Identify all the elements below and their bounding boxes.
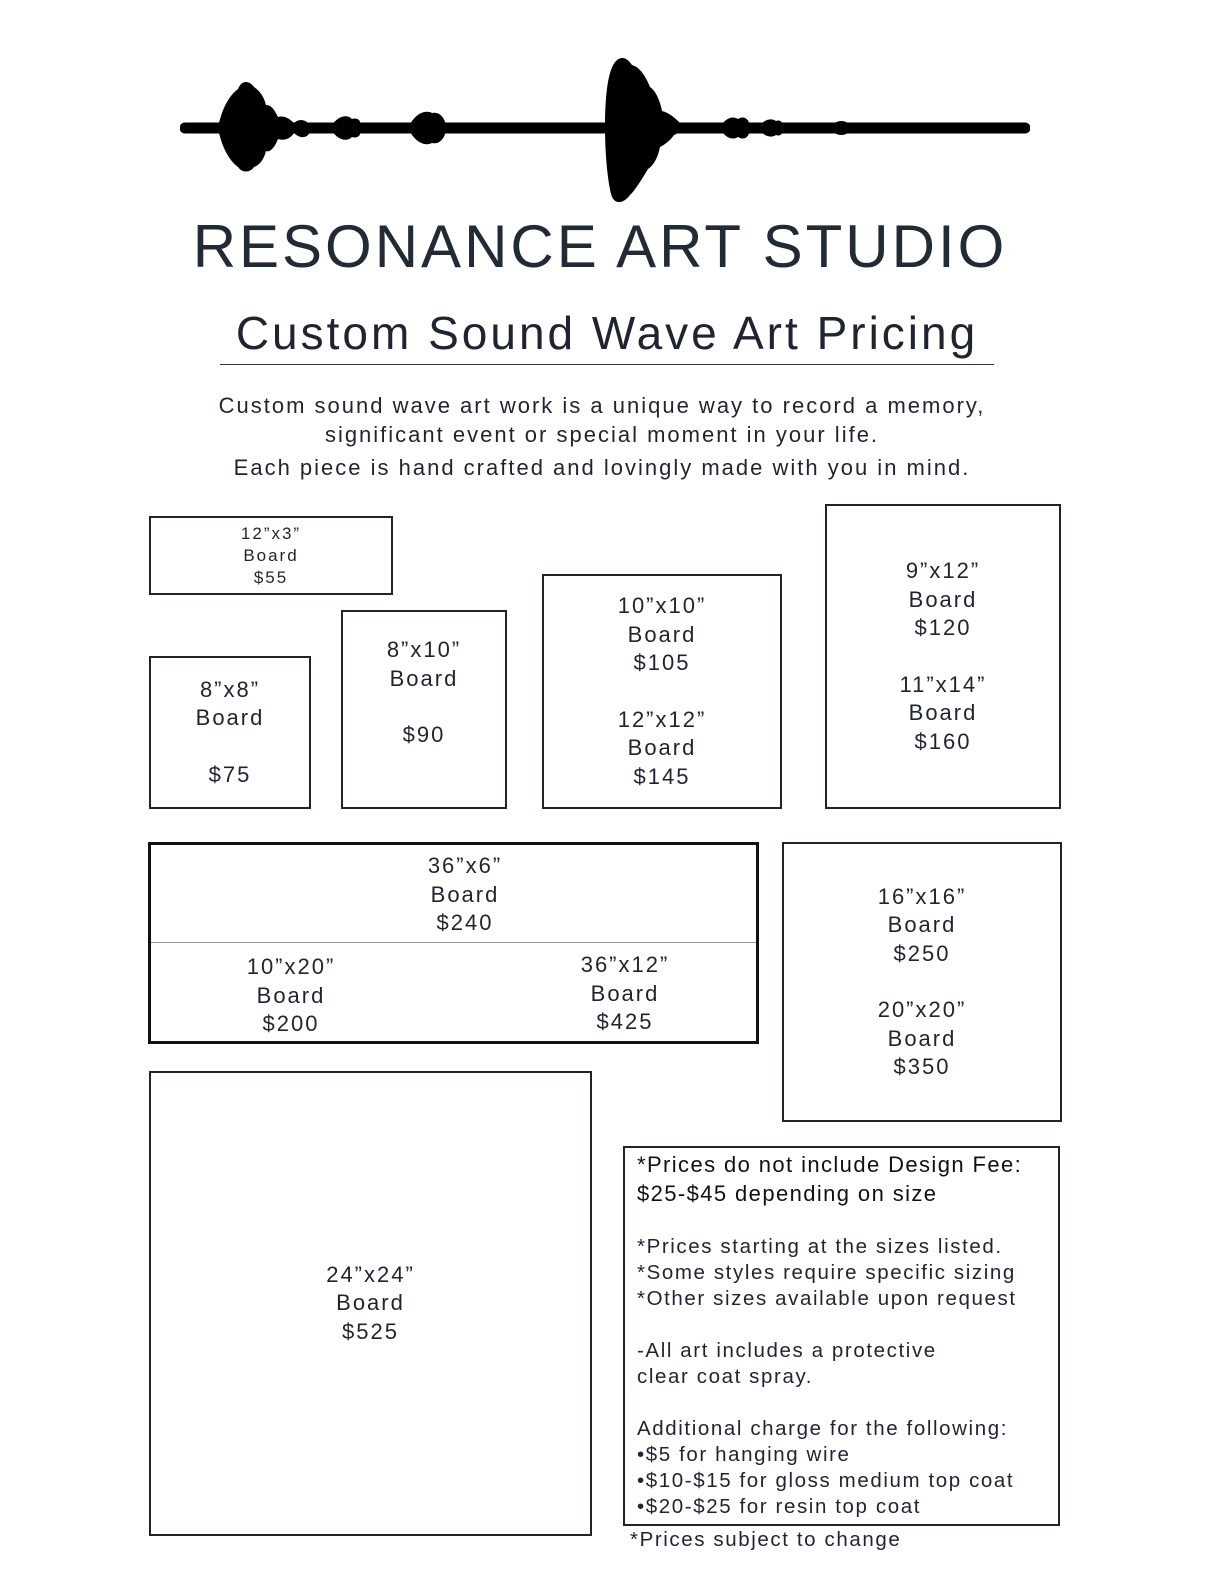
board-size: 36”x12” (580, 952, 670, 977)
board-12x3-card (149, 516, 393, 595)
board-price: $75 (208, 761, 252, 787)
board-size: 20”x20” (877, 997, 967, 1022)
board-price: $350 (893, 1054, 951, 1079)
note-1: *Prices starting at the sizes listed. (637, 1235, 1003, 1258)
sound-wave-logo (180, 55, 1030, 210)
coat-line-1: -All art includes a protective (637, 1339, 937, 1362)
coat-line-2: clear coat spray. (637, 1365, 814, 1388)
additional-header: Additional charge for the following: (637, 1417, 1008, 1440)
board-size: 36”x6” (427, 853, 503, 878)
board-price: $240 (436, 910, 494, 935)
board-size: 9”x12” (905, 558, 981, 583)
intro-line-2: significant event or special moment in your life. (324, 422, 880, 447)
page-title: Custom Sound Wave Art Pricing (220, 306, 994, 365)
intro-line-3: Each piece is hand crafted and lovingly made with you in mind. (233, 455, 971, 480)
board-size: 16”x16” (877, 883, 967, 909)
board-price: $525 (342, 1318, 399, 1344)
board-label: Board (590, 980, 660, 1006)
design-fee-line-2: $25-$45 depending on size (637, 1181, 938, 1206)
board-price: $160 (914, 728, 972, 754)
board-label: Board (627, 735, 697, 760)
pricing-notes (623, 1146, 1060, 1526)
board-label: Board (908, 586, 978, 612)
intro-line-1: Custom sound wave art work is a unique way to record a memory, (218, 393, 986, 418)
board-10x20 (226, 953, 356, 1039)
board-price: $120 (914, 615, 972, 640)
board-8x10-card (341, 610, 507, 809)
board-36x6 (400, 852, 530, 938)
board-price: $425 (596, 1009, 654, 1034)
studio-name: RESONANCE ART STUDIO (192, 213, 1008, 280)
note-2: *Some styles require specific sizing (637, 1261, 1016, 1284)
extra-1: •$5 for hanging wire (637, 1443, 851, 1466)
board-size: 24”x24” (326, 1261, 415, 1287)
board-8x8-card (149, 656, 311, 809)
board-9x12-11x14-card (825, 504, 1061, 809)
board-price: $250 (893, 940, 951, 966)
board-size: 8”x10” (386, 637, 462, 662)
board-label: Board (887, 912, 957, 937)
board-size: 8”x8” (199, 676, 261, 702)
board-size: 12”x12” (617, 706, 707, 732)
board-label: Board (243, 545, 299, 565)
board-label: Board (887, 1025, 957, 1051)
board-size: 10”x10” (617, 593, 707, 618)
board-10x10-12x12-card (542, 574, 782, 809)
board-price: $200 (262, 1011, 320, 1036)
board-24x24-card (149, 1071, 592, 1536)
board-label: Board (627, 621, 697, 647)
board-size: 12”x3” (240, 523, 302, 543)
board-label: Board (256, 982, 326, 1008)
board-label: Board (195, 705, 265, 731)
board-price: $55 (253, 567, 289, 587)
board-36x12 (560, 951, 690, 1037)
design-fee-line-1: *Prices do not include Design Fee: (637, 1152, 1023, 1177)
board-label: Board (908, 700, 978, 725)
extra-3: •$20-$25 for resin top coat (637, 1495, 921, 1518)
extra-2: •$10-$15 for gloss medium top coat (637, 1469, 1015, 1492)
board-size: 11”x14” (899, 671, 987, 697)
divider (151, 942, 756, 943)
board-label: Board (389, 665, 459, 691)
board-price: $105 (633, 650, 691, 675)
board-16x16-20x20-card (782, 842, 1062, 1122)
board-price: $145 (633, 763, 691, 789)
note-3: *Other sizes available upon request (637, 1287, 1017, 1310)
board-label: Board (430, 881, 500, 907)
board-price: $90 (402, 722, 446, 747)
disclaimer: *Prices subject to change (630, 1528, 902, 1551)
board-size: 10”x20” (246, 954, 336, 979)
board-label: Board (336, 1290, 405, 1316)
